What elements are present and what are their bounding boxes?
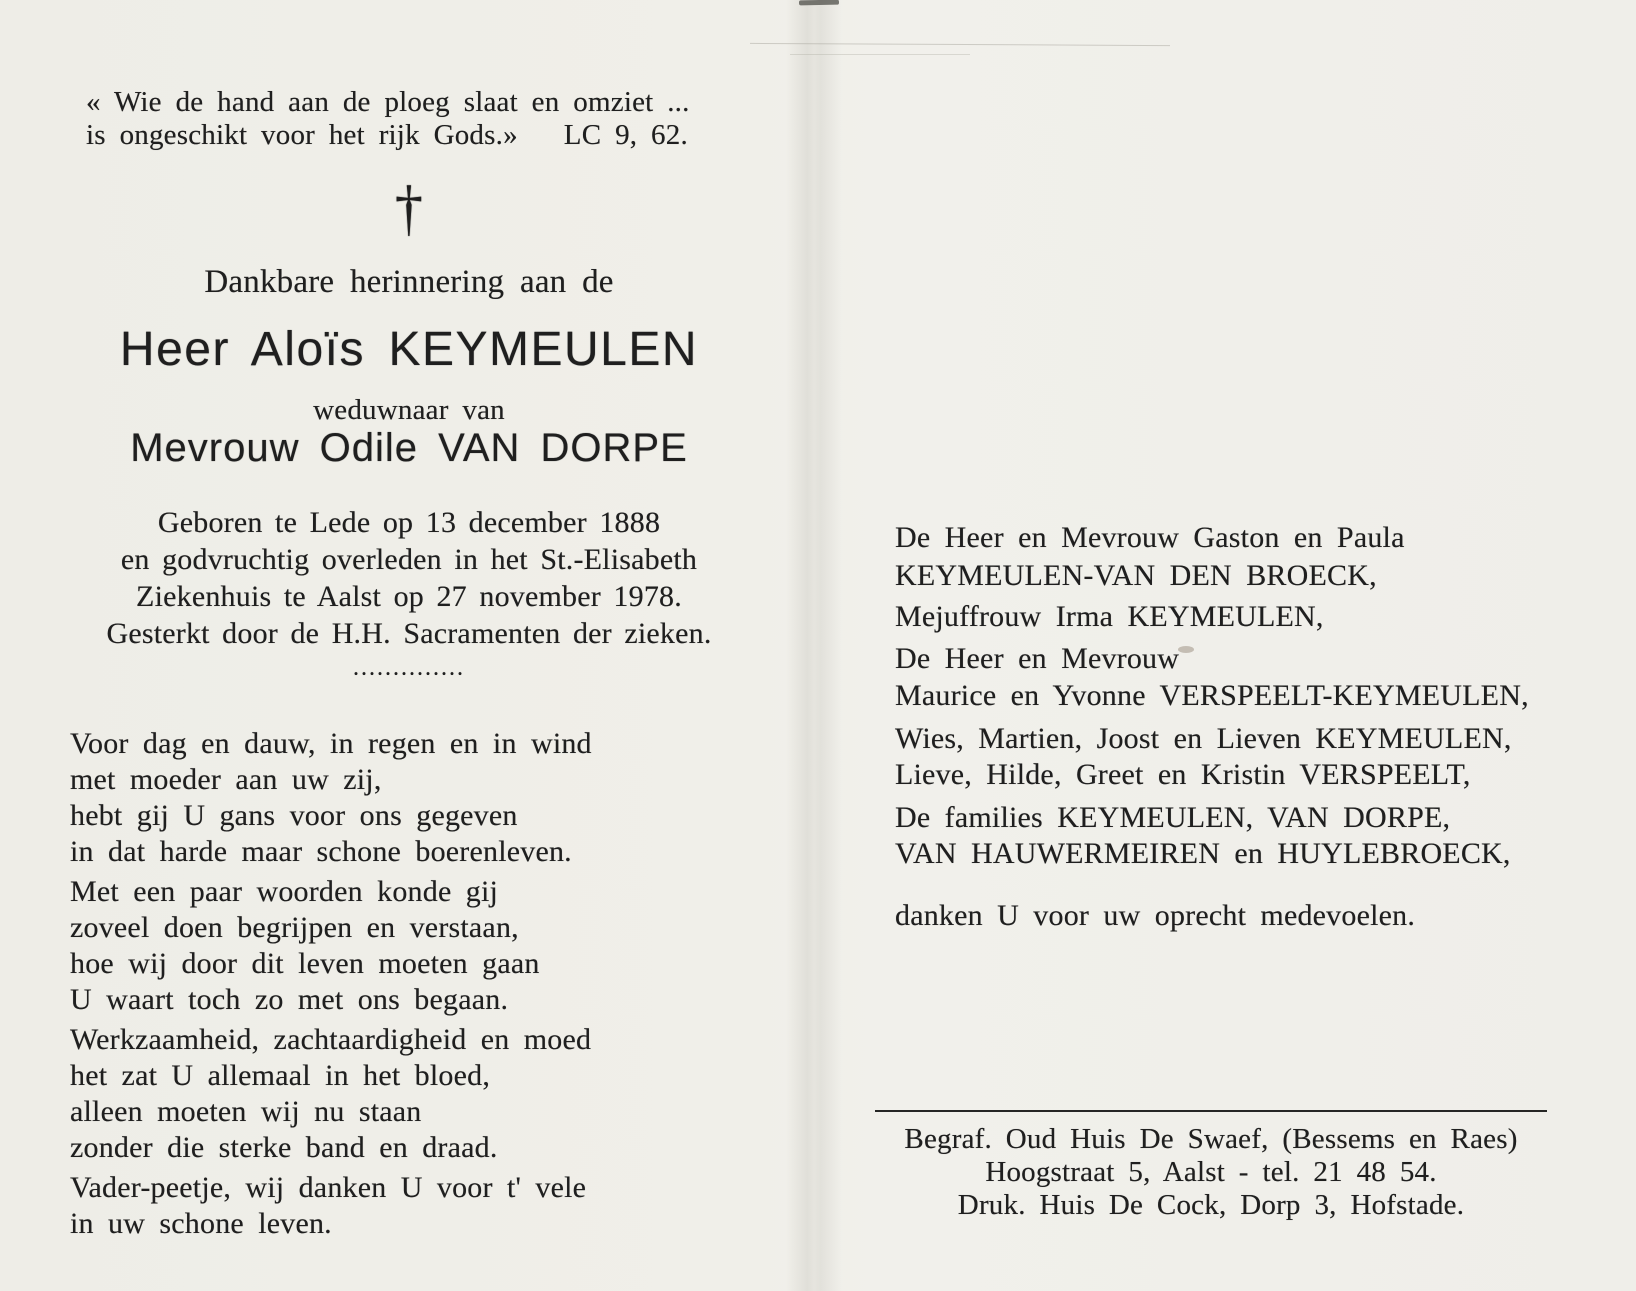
poem-line: in uw schone leven. bbox=[70, 1207, 332, 1240]
mourner-line: Wies, Martien, Joost en Lieven KEYMEULEN, bbox=[895, 722, 1512, 755]
mourner-line: KEYMEULEN-VAN DEN BROECK, bbox=[895, 559, 1377, 592]
poem-stanza-1 bbox=[70, 726, 592, 870]
poem-line: alleen moeten wij nu staan bbox=[70, 1095, 422, 1128]
mourner-line: VAN HAUWERMEIREN en HUYLEBROECK, bbox=[895, 837, 1511, 870]
footer-divider-line bbox=[875, 1110, 1547, 1112]
poem-line: hebt gij U gans voor ons gegeven bbox=[70, 799, 518, 832]
spouse-name: Mevrouw Odile VAN DORPE bbox=[130, 426, 688, 470]
cross-icon: † bbox=[394, 173, 424, 244]
undertaker-line: Begraf. Oud Huis De Swaef, (Bessems en Raes) bbox=[904, 1123, 1518, 1155]
mourner-line: Mejuffrouw Irma KEYMEULEN, bbox=[895, 600, 1324, 633]
poem-line: Vader-peetje, wij danken U voor t' vele bbox=[70, 1171, 587, 1204]
paper-speck bbox=[1178, 646, 1194, 653]
mourner-line: De Heer en Mevrouw Gaston en Paula bbox=[895, 521, 1405, 554]
poem-line: U waart toch zo met ons begaan. bbox=[70, 983, 509, 1016]
life-dates bbox=[0, 504, 818, 652]
life-line: Geboren te Lede op 13 december 1888 bbox=[157, 506, 661, 539]
poem-stanza-2 bbox=[70, 874, 540, 1018]
poem-stanza-4 bbox=[70, 1170, 586, 1242]
poem-line: Voor dag en dauw, in regen en in wind bbox=[70, 727, 592, 760]
remembrance-intro: Dankbare herinnering aan de bbox=[204, 264, 614, 300]
paper-crease bbox=[790, 54, 970, 55]
poem-stanza-3 bbox=[70, 1022, 591, 1166]
mourner-line: De Heer en Mevrouw bbox=[895, 642, 1180, 675]
poem-line: het zat U allemaal in het bloed, bbox=[70, 1059, 491, 1092]
page-right bbox=[818, 0, 1636, 1291]
poem-line: hoe wij door dit leven moeten gaan bbox=[70, 947, 540, 980]
poem-line: zonder die sterke band en draad. bbox=[70, 1131, 498, 1164]
relation-label: weduwnaar van bbox=[313, 394, 505, 426]
life-line: en godvruchtig overleden in het St.-Elisabeth bbox=[120, 543, 698, 576]
poem-line: zoveel doen begrijpen en verstaan, bbox=[70, 911, 519, 944]
undertaker-address-line: Hoogstraat 5, Aalst - tel. 21 48 54. bbox=[985, 1156, 1437, 1188]
dotted-divider: .............. bbox=[353, 655, 465, 681]
scripture-quote bbox=[86, 86, 690, 152]
quote-line-2: is ongeschikt voor het rijk Gods.» LC 9, 62. bbox=[86, 119, 688, 151]
life-line: Gesterkt door de H.H. Sacramenten der zieken. bbox=[106, 617, 712, 650]
poem-line: in dat harde maar schone boerenleven. bbox=[70, 835, 572, 868]
deceased-name: Heer Aloïs KEYMEULEN bbox=[119, 323, 699, 376]
printer-line: Druk. Huis De Cock, Dorp 3, Hofstade. bbox=[957, 1189, 1465, 1221]
poem-line: met moeder aan uw zij, bbox=[70, 763, 382, 796]
mourner-line: Maurice en Yvonne VERSPEELT-KEYMEULEN, bbox=[895, 679, 1529, 712]
poem-line: Met een paar woorden konde gij bbox=[70, 875, 499, 908]
poem-line: Werkzaamheid, zachtaardigheid en moed bbox=[70, 1023, 592, 1056]
mourner-line: Lieve, Hilde, Greet en Kristin VERSPEELT, bbox=[895, 758, 1471, 791]
scan-smudge bbox=[799, 0, 839, 5]
mourner-line: De families KEYMEULEN, VAN DORPE, bbox=[895, 801, 1451, 834]
quote-reference: LC 9, 62. bbox=[563, 119, 688, 151]
thanks-line: danken U voor uw oprecht medevoelen. bbox=[895, 899, 1416, 932]
quote-line-1: « Wie de hand aan de ploeg slaat en omziet ... bbox=[86, 86, 690, 118]
life-line: Ziekenhuis te Aalst op 27 november 1978. bbox=[136, 580, 682, 613]
